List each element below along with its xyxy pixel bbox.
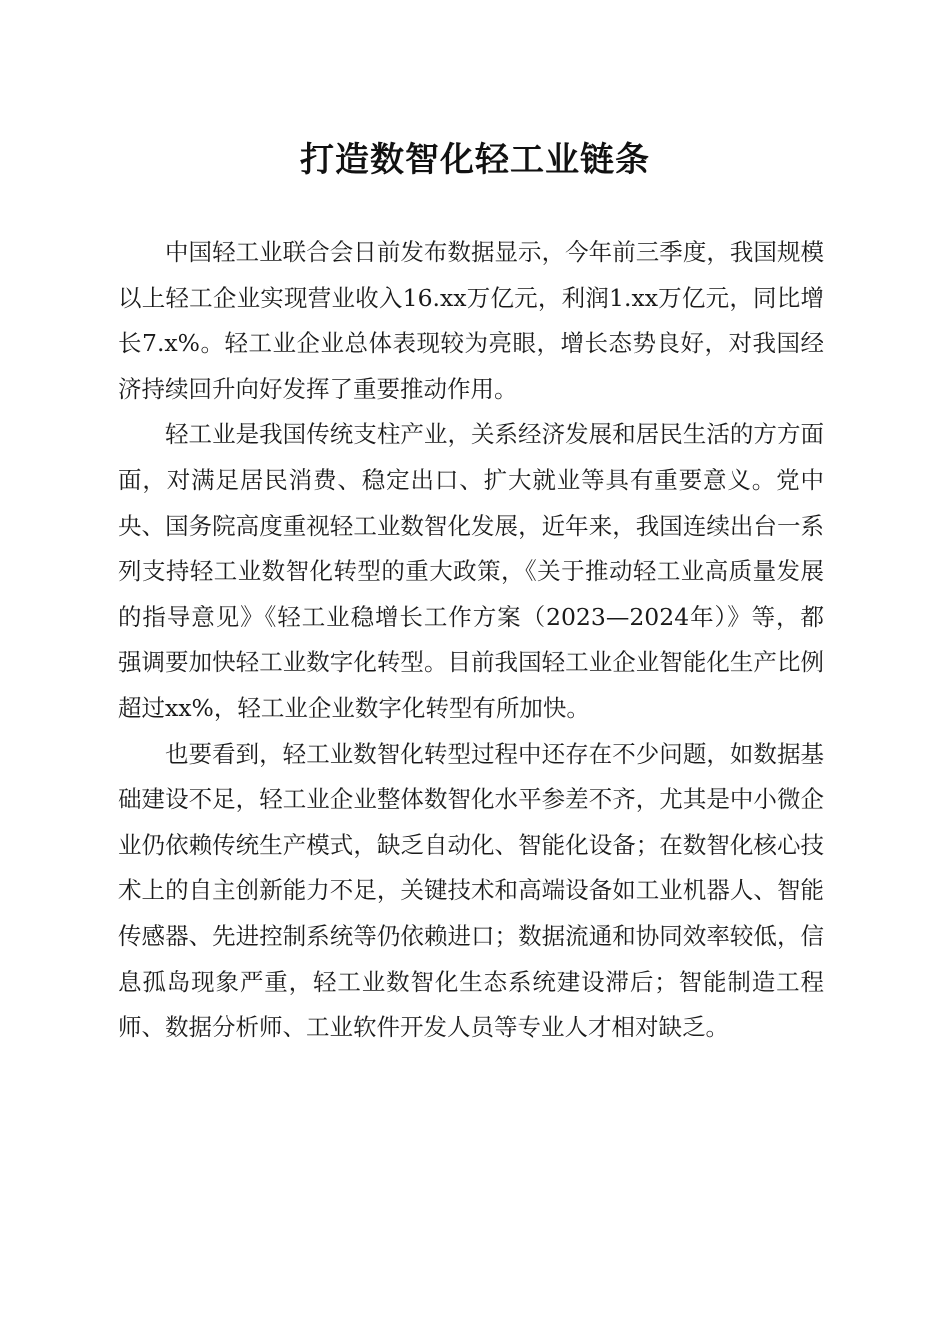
document-title: 打造数智化轻工业链条 bbox=[300, 140, 650, 180]
document-body bbox=[118, 230, 824, 1051]
paragraph-3: 也要看到，轻工业数智化转型过程中还存在不少问题，如数据基础建设不足，轻工业企业整体数智化水平参差不齐，尤其是中小微企业仍依赖传统生产模式，缺乏自动化、智能化设备；在数智化核心技术上的自主创新能力不足，关键技术和高端设备如工业机器人、智能传感器、先进控制系统等仍依赖进口；数据流通和协同效率较低，信息孤岛现象严重，轻工业数智化生态系统建设滞后；智能制造工程师、数据分析师、工业软件开发人员等专业人才相对缺乏。 bbox=[118, 739, 824, 1042]
paragraph-1: 中国轻工业联合会日前发布数据显示，今年前三季度，我国规模以上轻工企业实现营业收入16.xx万亿元，利润1.xx万亿元，同比增长7.x%。轻工业企业总体表现较为亮眼，增长态势良好，对我国经济持续回升向好发挥了重要推动作用。 bbox=[118, 238, 824, 403]
paragraph-2: 轻工业是我国传统支柱产业，关系经济发展和居民生活的方方面面，对满足居民消费、稳定出口、扩大就业等具有重要意义。党中央、国务院高度重视轻工业数智化发展，近年来，我国连续出台一系列支持轻工业数智化转型的重大政策，《关于推动轻工业高质量发展的指导意见》《轻工业稳增长工作方案（2023—2024年）》等，都强调要加快轻工业数字化转型。目前我国轻工业企业智能化生产比例超过xx%，轻工业企业数字化转型有所加快。 bbox=[118, 420, 824, 722]
